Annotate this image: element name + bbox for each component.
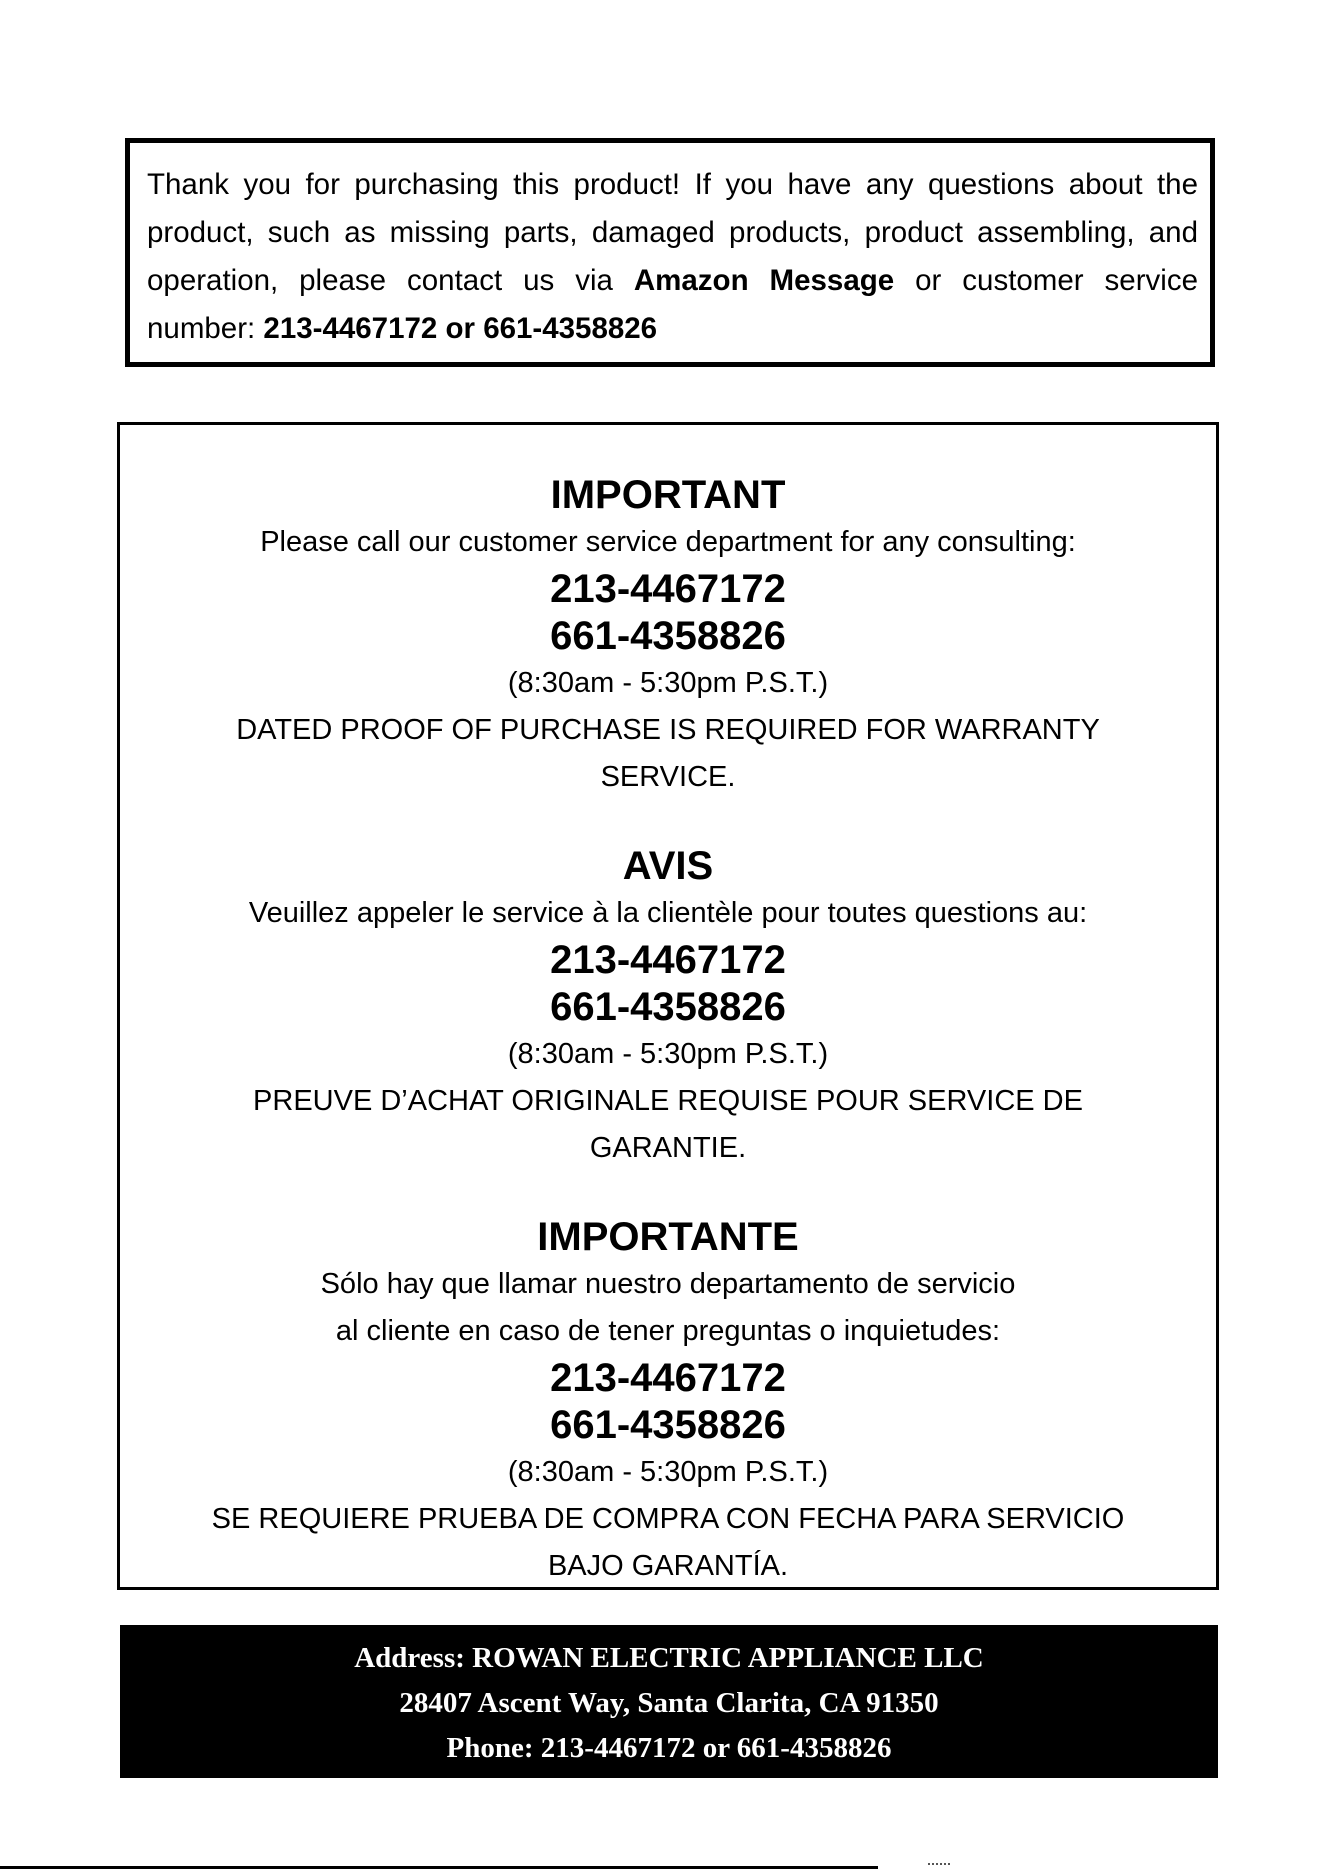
english-title: IMPORTANT — [550, 473, 786, 517]
french-hours: (8:30am - 5:30pm P.S.T.) — [507, 1038, 829, 1070]
spanish-instruction-line-1: Sólo hay que llamar nuestro departamento de servicio — [320, 1268, 1016, 1300]
street-address-line: 28407 Ascent Way, Santa Clarita, CA 91350 — [399, 1687, 939, 1719]
notice-text-part-1: Thank you for purchasing this product! If you have any questions about the product, such as missing parts, damaged products, product assembling, and operation, please contact us via — [147, 168, 1198, 297]
spanish-title: IMPORTANTE — [537, 1215, 799, 1259]
amazon-message-label: Amazon Message — [633, 264, 895, 297]
notice-phone-numbers: 213-4467172 or 661-4358826 — [263, 312, 658, 345]
spanish-section — [120, 1213, 1216, 1590]
customer-notice-box — [125, 138, 1215, 367]
important-contact-box — [117, 422, 1219, 1590]
notice-text-part-2: or customer service number: — [147, 264, 1198, 345]
spanish-warranty-line-1: SE REQUIERE PRUEBA DE COMPRA CON FECHA PARA SERVICIO — [211, 1503, 1125, 1535]
page-bottom-rule — [0, 1866, 878, 1869]
company-address-banner — [120, 1625, 1218, 1778]
company-phone-line: Phone: 213-4467172 or 661-4358826 — [446, 1732, 892, 1764]
french-phone-2: 661-4358826 — [550, 985, 786, 1029]
french-warranty-line-1: PREUVE D’ACHAT ORIGINALE REQUISE POUR SERVICE DE — [253, 1085, 1083, 1117]
spanish-phone-1: 213-4467172 — [550, 1356, 786, 1400]
english-warranty-line-2: SERVICE. — [600, 761, 736, 793]
french-warranty-line-2: GARANTIE. — [589, 1132, 747, 1164]
customer-notice-text — [147, 161, 1198, 353]
english-phone-1: 213-4467172 — [550, 567, 786, 611]
english-section — [120, 471, 1216, 801]
page-bottom-mark — [928, 1863, 950, 1869]
french-phone-1: 213-4467172 — [550, 938, 786, 982]
french-title: AVIS — [622, 844, 714, 888]
english-warranty-line-1: DATED PROOF OF PURCHASE IS REQUIRED FOR WARRANTY — [236, 714, 1100, 746]
spanish-phone-2: 661-4358826 — [550, 1403, 786, 1447]
english-instruction: Please call our customer service department for any consulting: — [260, 526, 1076, 558]
french-instruction: Veuillez appeler le service à la clientèle pour toutes questions au: — [248, 897, 1088, 929]
english-hours: (8:30am - 5:30pm P.S.T.) — [507, 667, 829, 699]
french-section — [120, 842, 1216, 1172]
company-name-line: Address: ROWAN ELECTRIC APPLIANCE LLC — [354, 1642, 984, 1674]
spanish-hours: (8:30am - 5:30pm P.S.T.) — [507, 1456, 829, 1488]
spanish-warranty-line-2: BAJO GARANTÍA. — [547, 1550, 789, 1582]
english-phone-2: 661-4358826 — [550, 614, 786, 658]
spanish-instruction-line-2: al cliente en caso de tener preguntas o inquietudes: — [335, 1315, 1001, 1347]
